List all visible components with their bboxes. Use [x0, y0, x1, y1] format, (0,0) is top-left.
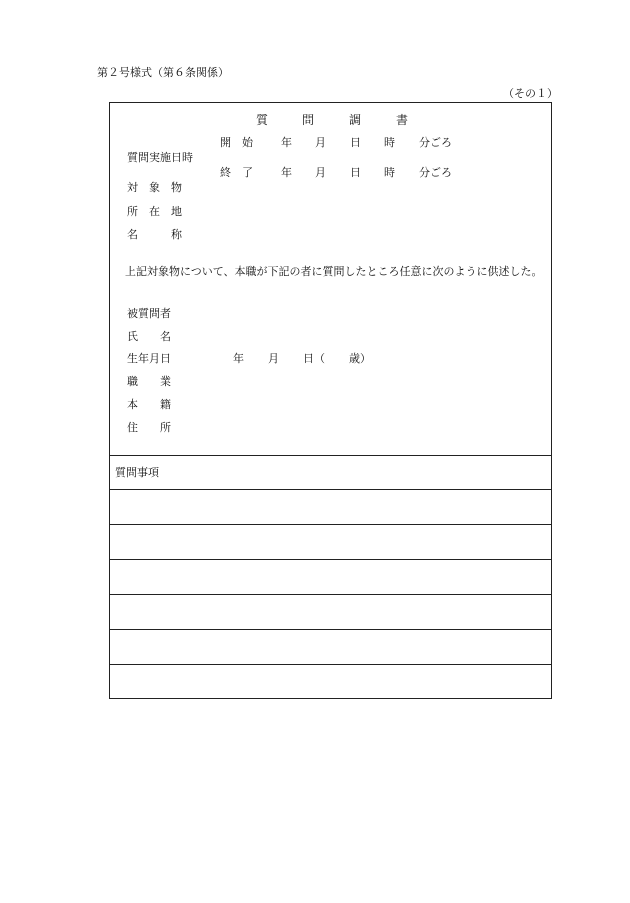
birth-day-unit: 日（ — [303, 352, 325, 365]
answer-line — [109, 594, 552, 595]
title-char: 調 — [349, 113, 362, 127]
birthdate-values — [233, 353, 383, 367]
start-hour-unit: 時 — [384, 136, 395, 149]
form-number-label: 第２号様式（第６条関係） — [97, 66, 229, 79]
target-object-label: 対 象 物 — [127, 181, 182, 194]
end-year-unit: 年 — [281, 166, 292, 179]
answer-line — [109, 629, 552, 630]
birth-month-unit: 月 — [268, 352, 279, 365]
start-minute-unit: 分ごろ — [419, 136, 452, 149]
end-month-unit: 月 — [315, 166, 326, 179]
session-start-row — [220, 137, 480, 151]
birth-year-unit: 年 — [233, 352, 244, 365]
session-datetime-label: 質問実施日時 — [127, 151, 193, 164]
start-label: 開 始 — [220, 136, 253, 149]
answer-line — [109, 524, 552, 525]
age-unit: 歳） — [349, 352, 371, 365]
birthdate-label: 生年月日 — [127, 352, 171, 365]
questions-heading: 質問事項 — [115, 466, 159, 479]
end-hour-unit: 時 — [384, 166, 395, 179]
section-divider — [109, 455, 552, 456]
statement-text: 上記対象物について、本職が下記の者に質問したところ任意に次のように供述した。 — [125, 265, 543, 278]
name-label: 名 称 — [127, 228, 182, 241]
title-char: 問 — [302, 113, 315, 127]
end-minute-unit: 分ごろ — [419, 166, 452, 179]
session-end-row — [220, 167, 480, 181]
address-label: 住 所 — [127, 421, 171, 434]
location-label: 所 在 地 — [127, 205, 182, 218]
answer-line — [109, 489, 552, 490]
title-char: 書 — [396, 113, 409, 127]
start-day-unit: 日 — [350, 136, 361, 149]
start-month-unit: 月 — [315, 136, 326, 149]
end-day-unit: 日 — [350, 166, 361, 179]
answer-line — [109, 664, 552, 665]
end-label: 終 了 — [220, 166, 253, 179]
answer-line — [109, 559, 552, 560]
domicile-label: 本 籍 — [127, 398, 171, 411]
interviewee-heading: 被質問者 — [127, 307, 171, 320]
start-year-unit: 年 — [281, 136, 292, 149]
interviewee-name-label: 氏 名 — [127, 330, 171, 343]
page-number-label: （その１） — [503, 87, 558, 100]
occupation-label: 職 業 — [127, 375, 171, 388]
title-char: 質 — [256, 113, 269, 127]
